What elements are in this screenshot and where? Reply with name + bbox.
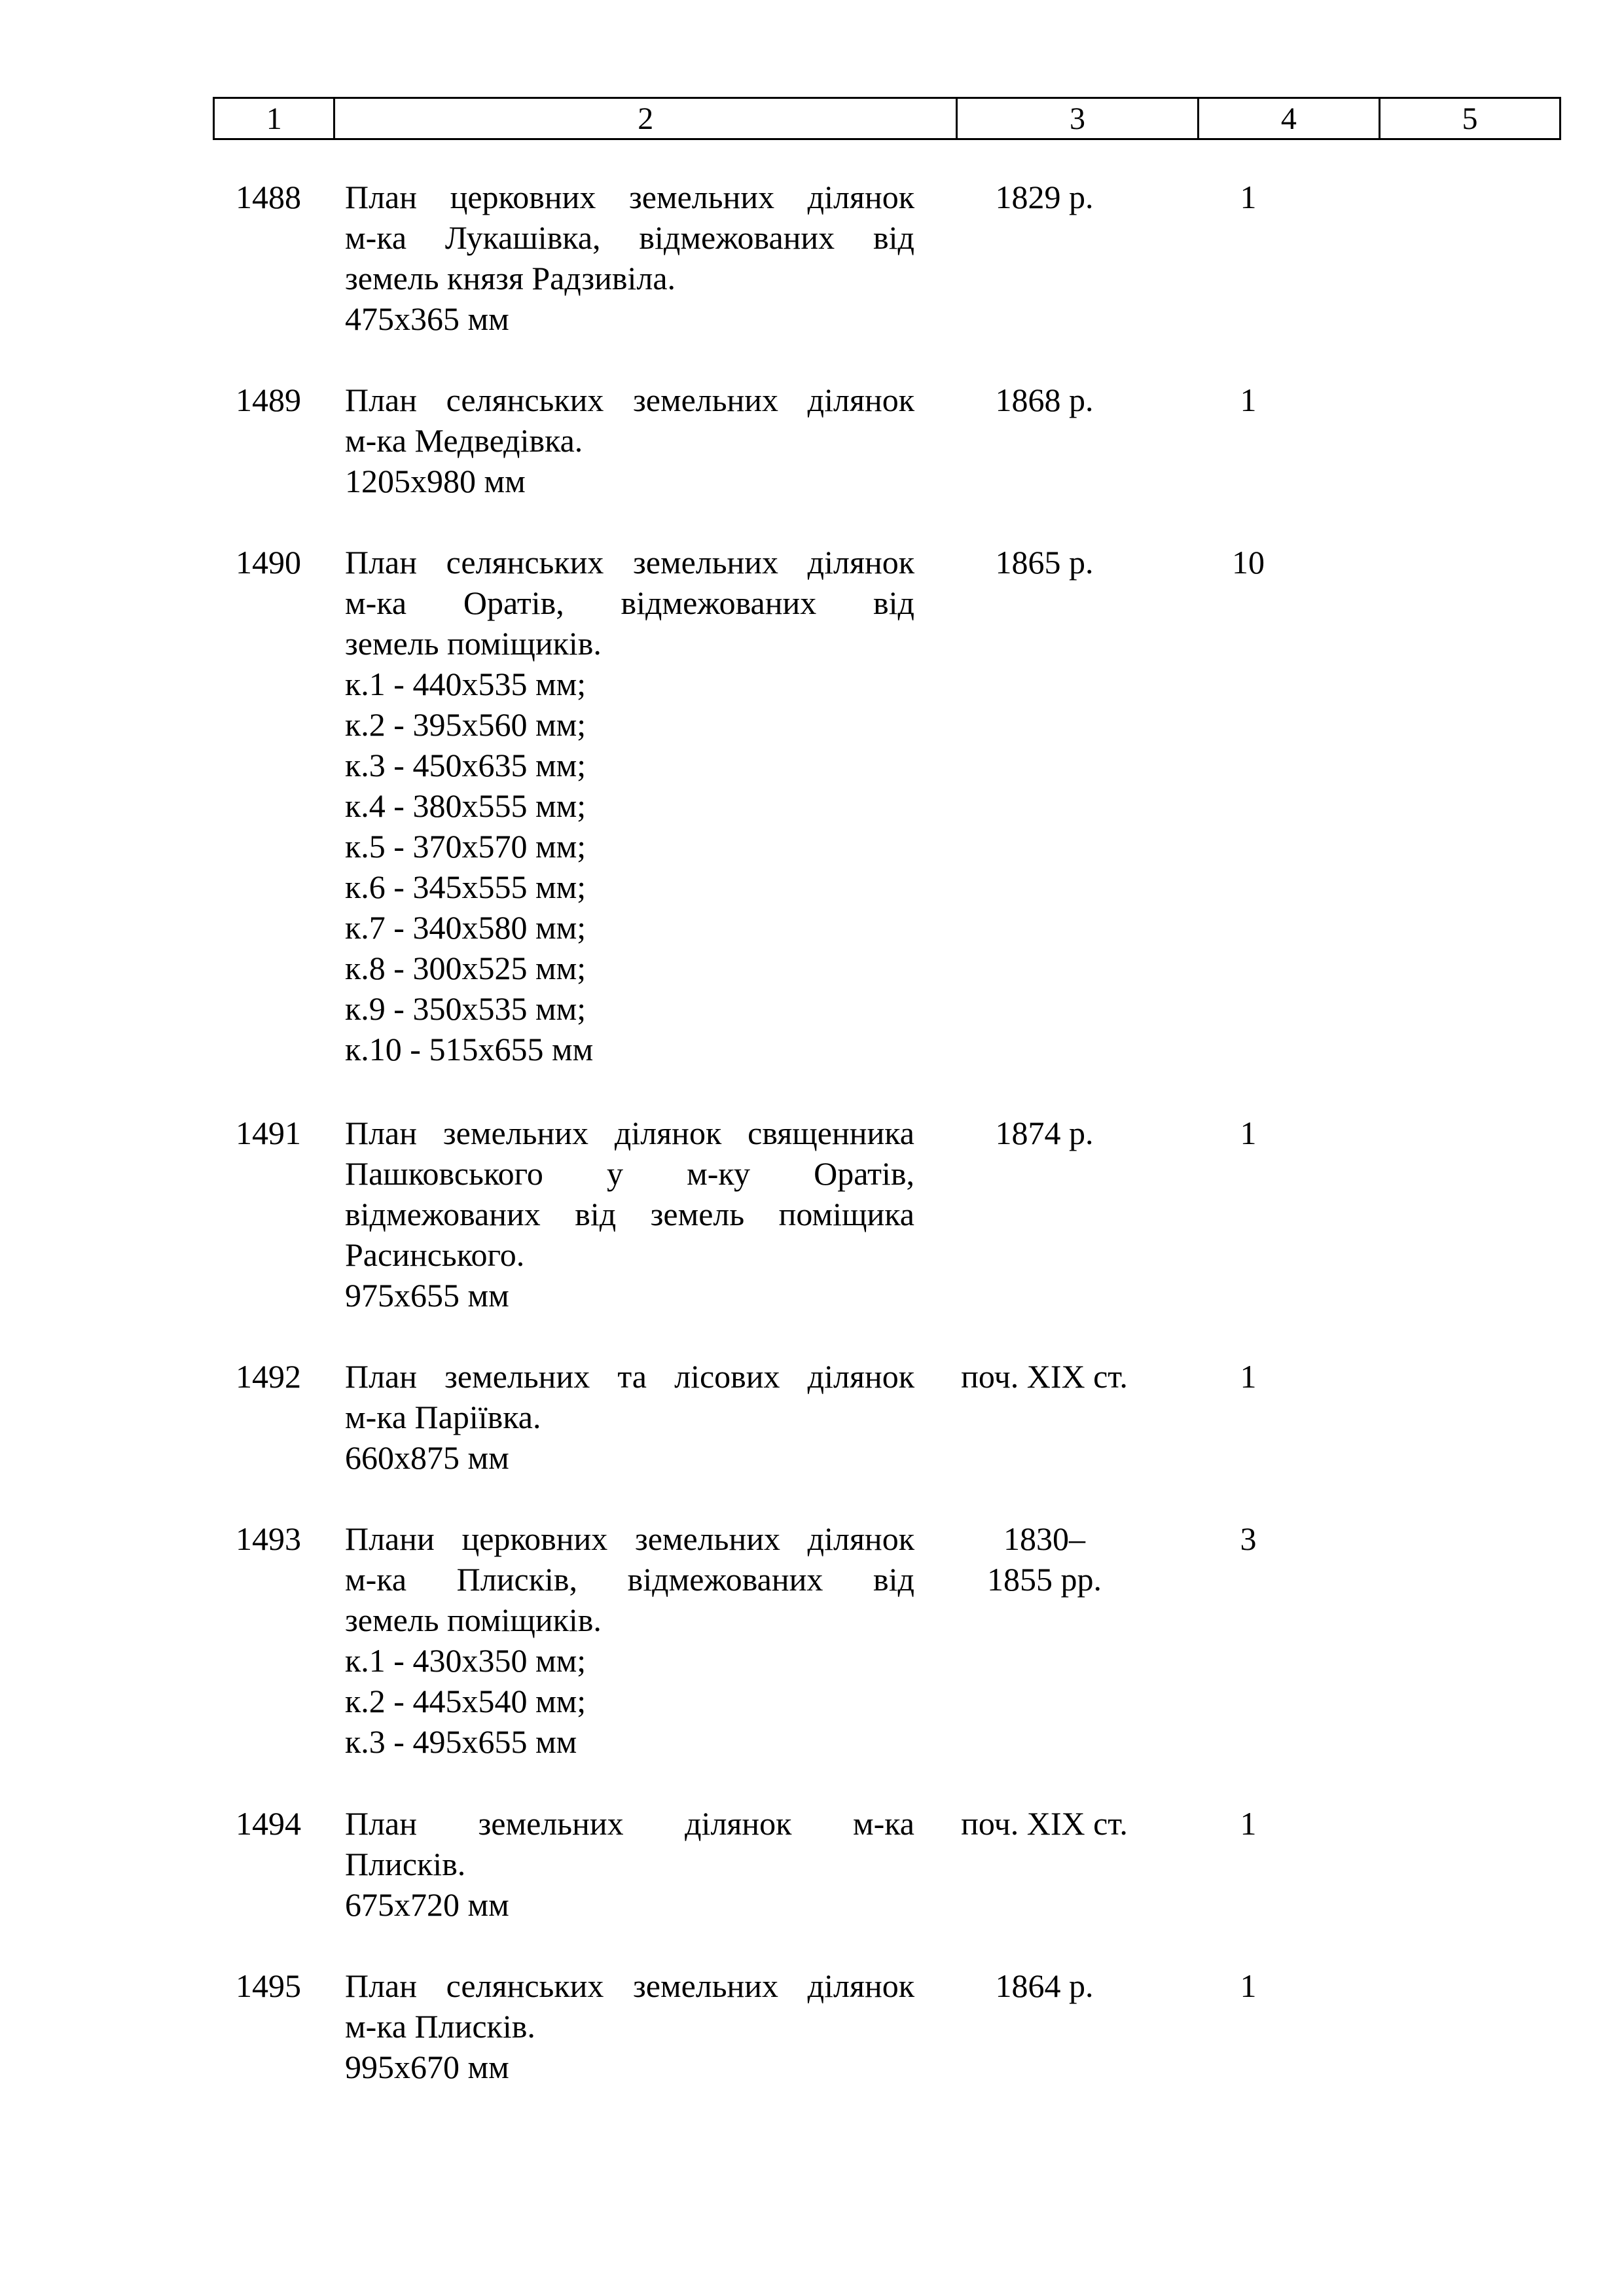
description-line: Пашковського у м-ку Оратів, (345, 1155, 914, 1192)
description-line: Плани церковних земельних ділянок (345, 1520, 914, 1557)
entry-number: 1488 (236, 179, 301, 215)
header-col-2: 2 (334, 98, 957, 139)
description-line: м-ка Лукашівка, відмежованих від (345, 219, 914, 256)
description-line: План селянських земельних ділянок (345, 544, 914, 581)
description-line: 675х720 мм (345, 1886, 509, 1923)
date-line: 1829 р. (995, 179, 1094, 215)
entry-count: 3 (1240, 1520, 1257, 1557)
date-line: 1855 рр. (987, 1561, 1102, 1598)
entry-description (345, 1965, 914, 2087)
date-line: поч. ХІХ ст. (961, 1805, 1128, 1842)
entry-date (928, 177, 1161, 217)
date-line: 1864 р. (995, 1967, 1094, 2004)
description-line: к.7 - 340х580 мм; (345, 909, 586, 946)
description-line: к.3 - 495х655 мм (345, 1723, 577, 1760)
description-line: м-ка Плисків, відмежованих від (345, 1561, 914, 1598)
entry-date (928, 1965, 1161, 2006)
description-line: к.5 - 370х570 мм; (345, 828, 586, 865)
header-col-4: 4 (1198, 98, 1379, 139)
description-line: к.2 - 445х540 мм; (345, 1683, 586, 1719)
description-line: План церковних земельних ділянок (345, 179, 914, 215)
date-line: 1868 р. (995, 382, 1094, 418)
entry-number: 1491 (236, 1115, 301, 1151)
entry-number: 1490 (236, 544, 301, 581)
description-line: к.10 - 515х655 мм (345, 1031, 594, 1067)
description-line: к.2 - 395х560 мм; (345, 706, 586, 743)
date-line: 1874 р. (995, 1115, 1094, 1151)
entry-count: 1 (1240, 179, 1257, 215)
description-line: План селянських земельних ділянок (345, 1967, 914, 2004)
description-line: План селянських земельних ділянок (345, 382, 914, 418)
description-line: Плисків. (345, 1846, 466, 1882)
description-line: 475х365 мм (345, 300, 509, 337)
entry-count: 1 (1240, 1358, 1257, 1395)
entry-count: 1 (1240, 1805, 1257, 1842)
column-number-header (213, 97, 1561, 140)
entry-number: 1493 (236, 1520, 301, 1557)
entry-number: 1495 (236, 1967, 301, 2004)
entry-date (928, 1518, 1161, 1600)
description-line: План земельних та лісових ділянок (345, 1358, 914, 1395)
entry-date (928, 1113, 1161, 1153)
header-row (214, 98, 1561, 139)
description-line: к.4 - 380х555 мм; (345, 787, 586, 824)
entry-description (345, 380, 914, 501)
description-line: 1205х980 мм (345, 463, 526, 499)
description-line: к.9 - 350х535 мм; (345, 990, 586, 1027)
entry-description (345, 177, 914, 339)
entry-description (345, 1803, 914, 1925)
description-line: к.6 - 345х555 мм; (345, 869, 586, 905)
description-line: земель поміщиків. (345, 1602, 602, 1638)
entry-number: 1489 (236, 382, 301, 418)
description-line: План земельних ділянок м-ка (345, 1805, 914, 1842)
entry-number: 1492 (236, 1358, 301, 1395)
description-line: земель поміщиків. (345, 625, 602, 662)
entry-date (928, 380, 1161, 420)
description-line: земель князя Радзивіла. (345, 260, 676, 296)
entry-description (345, 1356, 914, 1478)
description-line: м-ка Плисків. (345, 2008, 535, 2045)
date-line: поч. ХІХ ст. (961, 1358, 1128, 1395)
header-col-3: 3 (957, 98, 1199, 139)
description-line: к.1 - 440х535 мм; (345, 666, 586, 702)
description-line: 975х655 мм (345, 1277, 509, 1314)
description-line: 995х670 мм (345, 2049, 509, 2085)
description-line: к.1 - 430х350 мм; (345, 1642, 586, 1679)
description-line: м-ка Оратів, відмежованих від (345, 584, 914, 621)
date-line: 1865 р. (995, 544, 1094, 581)
entry-count: 1 (1240, 1115, 1257, 1151)
description-line: відмежованих від земель поміщика (345, 1196, 914, 1232)
entry-number: 1494 (236, 1805, 301, 1842)
header-col-5: 5 (1379, 98, 1560, 139)
description-line: к.3 - 450х635 мм; (345, 747, 586, 783)
entry-count: 10 (1232, 544, 1265, 581)
description-line: 660х875 мм (345, 1439, 509, 1476)
entry-count: 1 (1240, 1967, 1257, 2004)
entry-date (928, 542, 1161, 583)
entry-date (928, 1356, 1161, 1397)
description-line: м-ка Медведівка. (345, 422, 583, 459)
description-line: План земельних ділянок священника (345, 1115, 914, 1151)
header-col-1: 1 (214, 98, 334, 139)
description-line: к.8 - 300х525 мм; (345, 950, 586, 986)
entry-description (345, 1518, 914, 1762)
description-line: м-ка Паріївка. (345, 1399, 541, 1435)
description-line: Расинського. (345, 1236, 525, 1273)
date-line: 1830– (1003, 1520, 1085, 1557)
entry-description (345, 1113, 914, 1316)
entry-date (928, 1803, 1161, 1844)
entry-description (345, 542, 914, 1069)
entry-count: 1 (1240, 382, 1257, 418)
